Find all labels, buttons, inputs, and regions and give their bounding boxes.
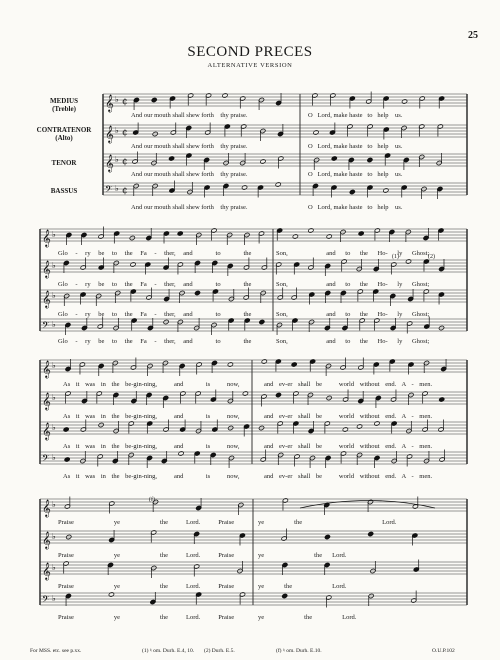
footnote-mark: (1) <box>392 254 399 260</box>
note-head <box>374 421 380 426</box>
note-head <box>308 228 314 233</box>
lyric-line: and ev-er shall be world without end. A - men. <box>264 473 433 480</box>
treble-clef: 𝄞 <box>42 229 51 247</box>
note-head <box>261 359 267 364</box>
footer-source-note: For MSS. etc. see p.xx. <box>30 648 82 654</box>
note-head <box>291 362 297 367</box>
treble-clef: 𝄞 <box>105 154 114 172</box>
note-head <box>326 234 332 239</box>
flat-sign: ♭ <box>52 423 56 432</box>
note-head <box>130 262 136 267</box>
flat-sign: ♭ <box>52 261 56 270</box>
lyric-line: And our mouth shall shew forth thy praise. <box>131 171 248 178</box>
note-head <box>368 531 374 536</box>
note-head <box>64 457 70 462</box>
lyric-line: As it was in the be-gin-ning, and is now, <box>63 443 240 450</box>
time-signature: ¢ <box>122 128 128 138</box>
note-head <box>194 290 200 295</box>
voice-label-bassus: BASSUS <box>50 187 78 195</box>
lyric-line: Praise ye the Lord. Praise <box>58 614 235 621</box>
footer-note-3: (f) ♮ om. Durh. E.10. <box>276 648 322 654</box>
flat-sign: ♭ <box>52 361 56 370</box>
note-head <box>275 182 281 187</box>
note-head <box>177 231 183 236</box>
treble-clef: 𝄞 <box>42 562 51 580</box>
lyric-line: As it was in the be-gin-ning, and is now, <box>63 473 240 480</box>
lyric-line: ye the Lord. <box>258 583 347 590</box>
note-head <box>439 397 445 402</box>
note-head <box>357 424 363 429</box>
bass-clef: 𝄢 <box>42 453 50 466</box>
note-head <box>227 362 233 367</box>
lyric-line: ye the Lord. <box>258 614 357 621</box>
lyric-line: Glo - ry be to the Fa - ther, and to the <box>58 250 252 257</box>
lyric-line: and ev-er shall be world without end. A - men. <box>264 381 433 388</box>
note-head <box>313 130 319 135</box>
note-head <box>367 157 373 162</box>
treble-clef: 𝄞 <box>42 499 51 517</box>
lyric-line: As it was in the be-gin-ning, and is now, <box>63 413 240 420</box>
note-head <box>178 451 184 456</box>
bass-clef: 𝄢 <box>42 594 50 607</box>
flat-sign: ♭ <box>52 230 56 239</box>
voice-label-medius: MEDIUS (Treble) <box>49 97 78 113</box>
treble-clef: 𝄞 <box>42 531 51 549</box>
page-title: SECOND PRECES <box>187 44 313 60</box>
voice-label-contratenor: CONTRATENOR (Alto) <box>36 126 92 142</box>
treble-clef: 𝄞 <box>42 422 51 440</box>
lyric-line: And our mouth shall shew forth thy praise. <box>131 204 248 211</box>
flat-sign: ♭ <box>115 126 119 135</box>
lyric-line: Son, and to the Ho- ly Ghost; <box>276 338 430 345</box>
flat-sign: ♭ <box>52 291 56 300</box>
note-head <box>383 188 389 193</box>
lyric-line: and ev-er shall be world without end. A - men. <box>264 443 433 450</box>
note-head <box>324 534 330 539</box>
lyric-line: Glo - ry be to the Fa - ther, and to the <box>58 281 252 288</box>
page-number: 25 <box>468 30 478 41</box>
flat-sign: ♭ <box>115 155 119 164</box>
treble-clef: 𝄞 <box>42 260 51 278</box>
note-head <box>151 97 157 102</box>
flat-sign: ♭ <box>115 184 119 193</box>
bass-clef: 𝄢 <box>105 184 113 197</box>
lyric-line: And our mouth shall shew forth thy praise. <box>131 112 248 119</box>
footnote-mark: (f) <box>149 497 155 503</box>
treble-clef: 𝄞 <box>42 290 51 308</box>
lyric-line: Son, and to the Ho- ly Ghost; <box>276 311 430 318</box>
note-head <box>402 99 408 104</box>
lyric-line: Son, and to the Ho- ly Ghost; <box>276 281 430 288</box>
note-head <box>169 156 175 161</box>
lyric-line: O Lord, make haste to help us. <box>308 112 403 119</box>
treble-clef: 𝄞 <box>105 94 114 112</box>
flat-sign: ♭ <box>52 320 56 329</box>
time-signature: ¢ <box>122 97 128 107</box>
lyric-line: Praise ye the Lord. Praise <box>58 519 235 526</box>
voice-label-tenor: TENOR <box>51 159 77 167</box>
lyric-line: Praise ye the Lord. Praise <box>58 583 235 590</box>
lyric-line: O Lord, make haste to help us. <box>308 171 403 178</box>
note-head <box>342 427 348 432</box>
footer-note-2: (2) Durh. E.5. <box>204 648 235 654</box>
lyric-line: As it was in the be-gin-ning, and is now, <box>63 381 240 388</box>
note-head <box>275 392 281 397</box>
lyric-line: ye the Lord. <box>258 552 347 559</box>
lyric-line: and ev-er shall be world without end. A - men. <box>264 413 433 420</box>
note-head <box>405 259 411 264</box>
lyric-line: O Lord, make haste to help us. <box>308 204 403 211</box>
flat-sign: ♭ <box>52 563 56 572</box>
note-head <box>259 319 265 324</box>
lyric-line: Glo - ry be to the Fa - ther, and to the <box>58 338 252 345</box>
treble-clef: 𝄞 <box>42 360 51 378</box>
bass-clef: 𝄢 <box>42 320 50 333</box>
lyric-line: Praise ye the Lord. Praise <box>58 552 235 559</box>
flat-sign: ♭ <box>52 532 56 541</box>
footer-note-1: (1) ♮ om. Durh. E.4, 10. <box>142 648 195 654</box>
note-head <box>349 189 355 194</box>
lyric-line: Glo - ry be to the Fa - ther, and to the <box>58 311 252 318</box>
footer-publisher-code: O.U.P.102 <box>432 648 455 654</box>
slur <box>300 501 435 509</box>
note-head <box>282 593 288 598</box>
lyric-line: Son, and to the Ho- ly Ghost; <box>276 250 430 257</box>
note-head <box>108 592 114 597</box>
flat-sign: ♭ <box>52 594 56 603</box>
note-head <box>222 93 228 98</box>
flat-sign: ♭ <box>115 95 119 104</box>
treble-clef: 𝄞 <box>42 392 51 410</box>
note-head <box>292 234 298 239</box>
lyric-line: ye the Lord. <box>258 519 397 526</box>
note-head <box>63 427 69 432</box>
note-head <box>331 156 337 161</box>
flat-sign: ♭ <box>52 453 56 462</box>
note-head <box>241 185 247 190</box>
lyric-line: And our mouth shall shew forth thy praise. <box>131 143 248 150</box>
flat-sign: ♭ <box>52 393 56 402</box>
lyric-line: O Lord, make haste to help us. <box>308 143 403 150</box>
note-head <box>358 231 364 236</box>
note-head <box>260 159 266 164</box>
time-signature: ¢ <box>122 157 128 167</box>
page-subtitle: ALTERNATIVE VERSION <box>207 62 293 69</box>
note-head <box>242 391 248 396</box>
flat-sign: ♭ <box>52 500 56 509</box>
footnote-mark: (2) <box>428 254 435 260</box>
time-signature: ¢ <box>122 186 128 196</box>
treble-clef: 𝄞 <box>105 125 114 143</box>
